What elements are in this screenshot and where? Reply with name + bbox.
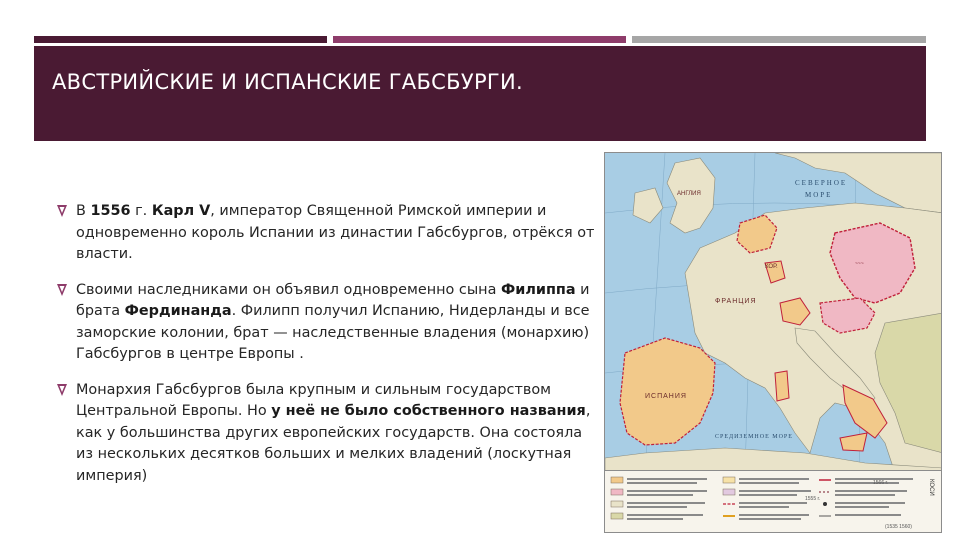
- bullet-segment: . Филипп получил Испанию, Нидерланды и все заморские колонии, брат — наследственные владения (монархию) Габсбургов в центре Европы .: [76, 303, 590, 362]
- bullet-segment: г.: [130, 203, 152, 219]
- bullet-text: [76, 282, 590, 363]
- bullet-segment: В: [76, 203, 91, 219]
- bullet-marker-icon: [56, 204, 68, 218]
- map-label-france: ФРАНЦИЯ: [715, 298, 757, 305]
- map-legend: [605, 470, 941, 532]
- bullet-text: [76, 203, 594, 262]
- map-label-england: АНГЛИЯ: [677, 191, 701, 197]
- bullet-emphasis: у неё не было собственного названия: [271, 403, 586, 419]
- bullet-marker-icon: [56, 283, 68, 297]
- bullet-segment: и брата: [76, 281, 590, 319]
- bullet-list: [56, 201, 596, 501]
- svg-text:~~~: ~~~: [855, 261, 864, 267]
- map-legend-side-label: КОСИ: [928, 479, 934, 496]
- bullet-segment: , император Священной Римской империи и одновременно король Испании из династии Габсбургов, отрёкся от власти.: [76, 203, 595, 262]
- bullet-text: [76, 382, 590, 484]
- bullet-emphasis: 1556: [90, 203, 131, 219]
- bullet-emphasis: Филиппа: [500, 281, 576, 298]
- bullet-emphasis: Фердинанда: [124, 303, 232, 319]
- bullet-segment: Своими наследниками он объявил одновременно сына: [76, 281, 501, 298]
- europe-map-image: [604, 152, 942, 533]
- map-legend-date-2: 1555 г.: [805, 496, 821, 502]
- map-legend-date-1: 1566 г.: [873, 480, 889, 486]
- map-label-north-sea-2: МОРЕ: [805, 191, 833, 199]
- map-label-spain: ИСПАНИЯ: [645, 393, 687, 400]
- map-legend-drawing: [605, 471, 942, 533]
- map-label-north-sea-1: СЕВЕРНОЕ: [795, 179, 848, 187]
- accent-strip-dark: [34, 36, 327, 43]
- accent-strip-purple: [333, 36, 626, 43]
- bullet-segment: , как у большинства других европейских государств. Она состояла из нескольких десятков больших и мелких владений (лоскутная империя): [76, 403, 591, 484]
- bullet-item: [56, 380, 596, 488]
- slide-title: АВСТРИЙСКИЕ И ИСПАНСКИЕ ГАБСБУРГИ.: [52, 70, 523, 94]
- bullet-segment: Монархия Габсбургов была крупным и сильным государством Центральной Европы. Но: [76, 381, 551, 419]
- map-label-kor: КОР.: [765, 264, 778, 270]
- title-bar: [34, 46, 926, 141]
- accent-strip-grey: [632, 36, 926, 43]
- map-legend-date-3: (1535 1560): [885, 524, 912, 530]
- map-label-mediterranean: СРЕДИЗЕМНОЕ МОРЕ: [715, 434, 793, 440]
- bullet-item: [56, 280, 596, 366]
- bullet-item: [56, 201, 596, 266]
- bullet-emphasis: Карл V: [151, 203, 211, 219]
- bullet-marker-icon: [56, 383, 68, 397]
